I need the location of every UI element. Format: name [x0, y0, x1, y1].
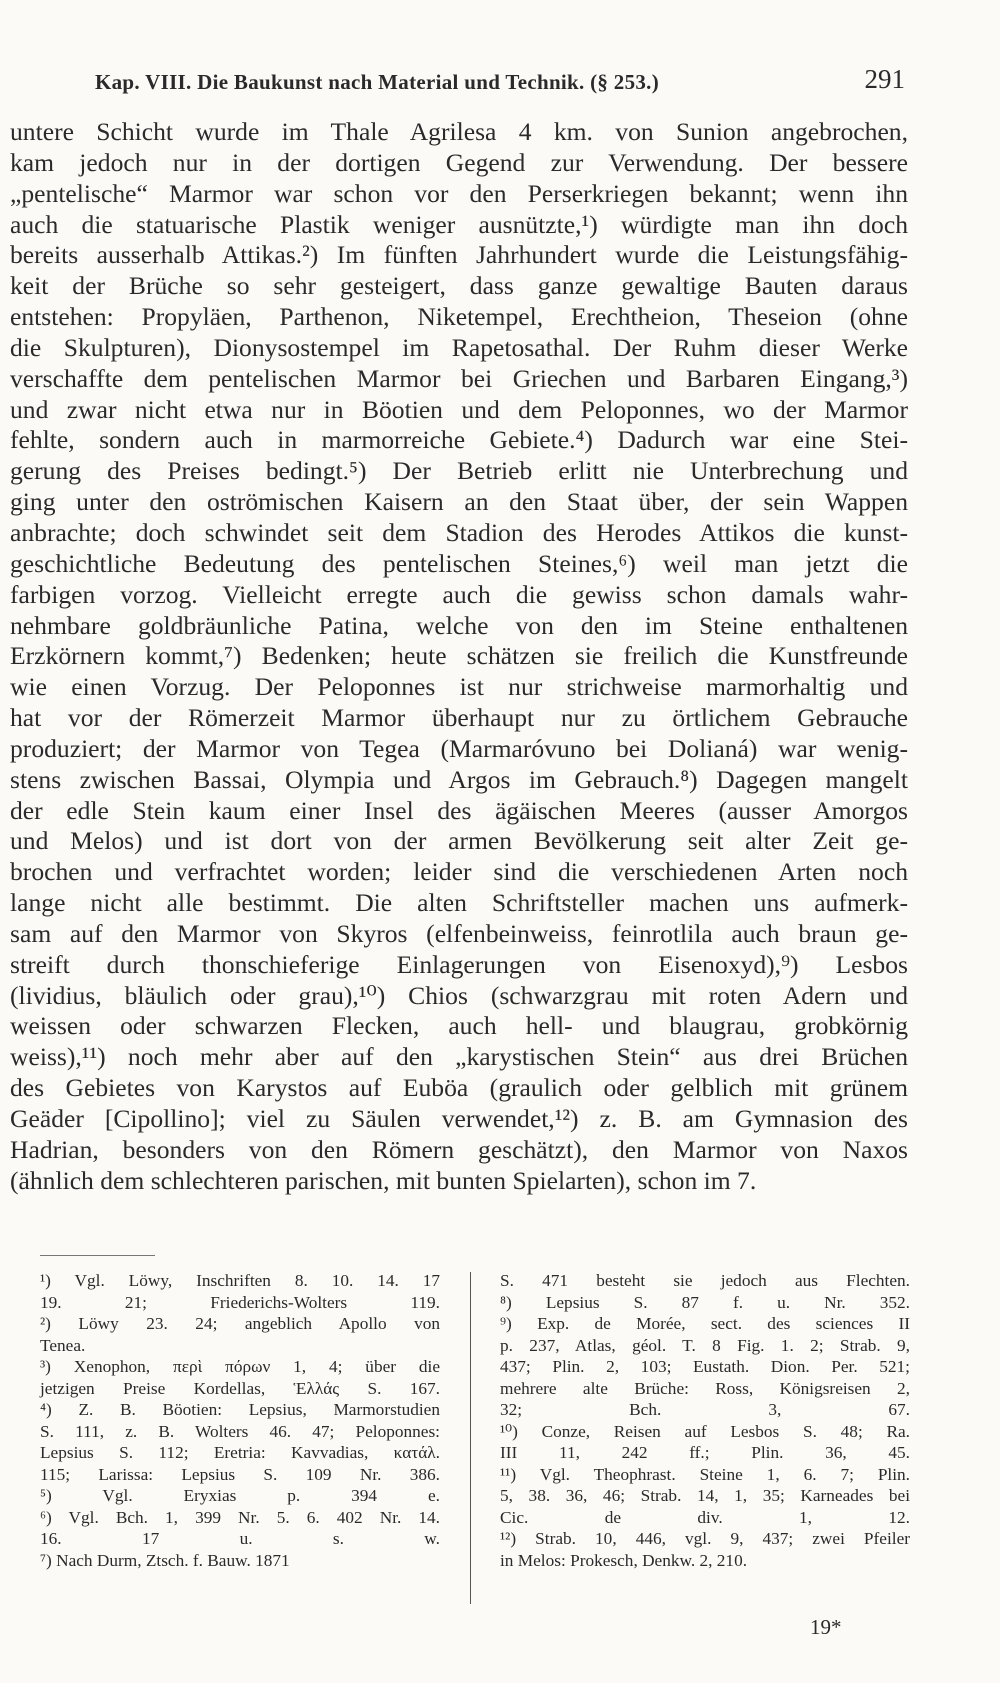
footnote-line: p. 237, Atlas, géol. T. 8 Fig. 1. 2; Strab. 9, — [500, 1335, 910, 1355]
text-line: stens zwischen Bassai, Olympia und Argos im Gebrauch.⁸) Dagegen mangelt — [10, 764, 908, 794]
text-line: (lividius, bläulich oder grau),¹⁰) Chios (schwarzgrau mit roten Adern und — [10, 980, 908, 1010]
footnotes-left-column — [40, 1270, 440, 1571]
text-line: produziert; der Marmor von Tegea (Marmaróvuno bei Dolianá) war wenig- — [10, 733, 908, 763]
text-line: Hadrian, besonders von den Römern geschätzt), den Marmor von Naxos — [10, 1134, 908, 1164]
footnote-line: ¹²) Strab. 10, 446, vgl. 9, 437; zwei Pfeiler — [500, 1529, 910, 1548]
text-line: verschaffte dem pentelischen Marmor bei Griechen und Barbaren Eingang,³) — [10, 363, 908, 393]
main-text — [10, 117, 908, 1197]
footnote-line: in Melos: Prokesch, Denkw. 2, 210. — [500, 1550, 748, 1570]
text-line: (ähnlich dem schlechteren parischen, mit bunten Spielarten), schon im 7. — [10, 1165, 757, 1195]
footnote-line: III 11, 242 ff.; Plin. 36, 45. — [500, 1443, 910, 1462]
text-line: geschichtliche Bedeutung des pentelischen Steines,⁶) weil man jetzt die — [10, 548, 908, 578]
footnote-line: ⁴) Z. B. Böotien: Lepsius, Marmorstudien — [40, 1400, 440, 1419]
text-line: bereits ausserhalb Attikas.²) Im fünften Jahrhundert wurde die Leistungsfähig- — [10, 240, 908, 270]
footnote-line: jetzigen Preise Kordellas, Ἑλλάς S. 167. — [40, 1378, 440, 1398]
text-line: nehmbare goldbräunliche Patina, welche von den im Steine enthaltenen — [10, 610, 908, 640]
footnote-line: S. 471 besteht sie jedoch aus Flechten. — [500, 1271, 910, 1290]
footnote-line: ¹¹) Vgl. Theophrast. Steine 1, 6. 7; Plin. — [500, 1464, 910, 1484]
text-line: streift durch thonschieferige Einlagerungen von Eisenoxyd),⁹) Lesbos — [10, 949, 908, 979]
text-line: fehlte, sondern auch in marmorreiche Gebiete.⁴) Dadurch war eine Stei- — [10, 425, 908, 455]
footnote-line: 437; Plin. 2, 103; Eustath. Dion. Per. 521; — [500, 1357, 910, 1376]
footnote-line: Cic. de div. 1, 12. — [500, 1507, 910, 1527]
text-line: wie einen Vorzug. Der Peloponnes ist nur strichweise marmorhaltig und — [10, 672, 908, 702]
text-line: ging unter den oströmischen Kaisern an den Staat über, der sein Wappen — [10, 487, 908, 517]
footnote-line: 16. 17 u. s. w. — [40, 1529, 440, 1548]
text-line: Geäder [Cipollino]; viel zu Säulen verwendet,¹²) z. B. am Gymnasion des — [10, 1104, 908, 1133]
text-line: der edle Stein kaum einer Insel des ägäischen Meeres (ausser Amorgos — [10, 795, 908, 825]
text-line: die Skulpturen), Dionysostempel im Rapetosathal. Der Ruhm dieser Werke — [10, 332, 908, 362]
page-number: 291 — [864, 64, 905, 94]
text-line: farbigen vorzog. Vielleicht erregte auch die gewiss schon damals wahr- — [10, 579, 908, 609]
footnote-line: 115; Larissa: Lepsius S. 109 Nr. 386. — [40, 1464, 440, 1484]
text-line: und Melos) und ist dort von der armen Bevölkerung seit alter Zeit ge- — [10, 826, 908, 856]
text-line: kam jedoch nur in der dortigen Gegend zur Verwendung. Der bessere — [10, 147, 908, 177]
text-line: keit der Brüche so sehr gesteigert, dass ganze gewaltige Bauten daraus — [10, 271, 908, 301]
text-line: gerung des Preises bedingt.⁵) Der Betrieb erlitt nie Unterbrechung und — [10, 456, 908, 486]
footnote-line: ¹) Vgl. Löwy, Inschriften 8. 10. 14. 17 — [40, 1271, 440, 1290]
footnote-line: ⁷) Nach Durm, Ztsch. f. Bauw. 1871 — [40, 1550, 290, 1570]
text-line: brochen und verfrachtet worden; leider sind die verschiedenen Arten noch — [10, 857, 908, 887]
text-line: lange nicht alle bestimmt. Die alten Schriftsteller machen uns aufmerk- — [10, 888, 908, 918]
footnote-line: ⁸) Lepsius S. 87 f. u. Nr. 352. — [500, 1292, 910, 1312]
footnote-line: ¹⁰) Conze, Reisen auf Lesbos S. 48; Ra. — [500, 1421, 910, 1441]
text-line: „pentelische“ Marmor war schon vor den Perserkriegen bekannt; wenn ihn — [10, 178, 908, 208]
footnote-line: ³) Xenophon, περὶ πόρων 1, 4; über die — [40, 1357, 440, 1376]
text-line: untere Schicht wurde im Thale Agrilesa 4 km. von Sunion angebrochen, — [10, 117, 908, 146]
text-line: und zwar nicht etwa nur in Böotien und dem Peloponnes, wo der Marmor — [10, 394, 908, 424]
footnote-line: Lepsius S. 112; Eretria: Kavvadias, κατάλ. — [40, 1443, 440, 1462]
text-line: weissen oder schwarzen Flecken, auch hell- und blaugrau, grobkörnig — [10, 1011, 908, 1041]
text-line: des Gebietes von Karystos auf Euböa (graulich oder gelblich mit grünem — [10, 1073, 908, 1103]
text-line: hat vor der Römerzeit Marmor überhaupt nur zu örtlichem Gebrauche — [10, 703, 908, 733]
text-line: auch die statuarische Plastik weniger ausnützte,¹) würdigte man ihn doch — [10, 209, 908, 239]
page-header — [95, 58, 905, 98]
text-line: weiss),¹¹) noch mehr aber auf den „karystischen Stein“ aus drei Brüchen — [10, 1042, 908, 1072]
text-line: sam auf den Marmor von Skyros (elfenbeinweiss, feinrotlila auch braun ge- — [10, 918, 908, 948]
text-line: anbrachte; doch schwindet seit dem Stadion des Herodes Attikos die kunst- — [10, 517, 908, 547]
footnote-line: mehrere alte Brüche: Ross, Königsreisen 2, — [500, 1378, 910, 1398]
footnote-line: 32; Bch. 3, 67. — [500, 1400, 910, 1419]
text-line: Erzkörnern kommt,⁷) Bedenken; heute schätzen sie freilich die Kunstfreunde — [10, 641, 908, 671]
footnote-line: 19. 21; Friederichs-Wolters 119. — [40, 1292, 440, 1312]
footnote-line: ⁶) Vgl. Bch. 1, 399 Nr. 5. 6. 402 Nr. 14. — [40, 1507, 440, 1527]
footnote-line: ⁹) Exp. de Morée, sect. des sciences II — [500, 1314, 910, 1333]
footnotes-right-column — [500, 1270, 910, 1571]
footnote-line: 5, 38. 36, 46; Strab. 14, 1, 35; Karneades bei — [500, 1486, 910, 1505]
signature-mark: 19* — [810, 1615, 842, 1639]
footnote-line: S. 111, z. B. Wolters 46. 47; Peloponnes: — [40, 1421, 440, 1441]
column-divider — [470, 1272, 471, 1604]
footnote-separator — [40, 1255, 155, 1256]
text-line: entstehen: Propyläen, Parthenon, Niketempel, Erechtheion, Theseion (ohne — [10, 302, 908, 332]
footnote-line: ⁵) Vgl. Eryxias p. 394 e. — [40, 1486, 440, 1505]
footnote-line: Tenea. — [40, 1335, 86, 1355]
running-head: Kap. VIII. Die Baukunst nach Material und Technik. (§ 253.) — [95, 70, 660, 94]
footnote-line: ²) Löwy 23. 24; angeblich Apollo von — [40, 1314, 440, 1333]
